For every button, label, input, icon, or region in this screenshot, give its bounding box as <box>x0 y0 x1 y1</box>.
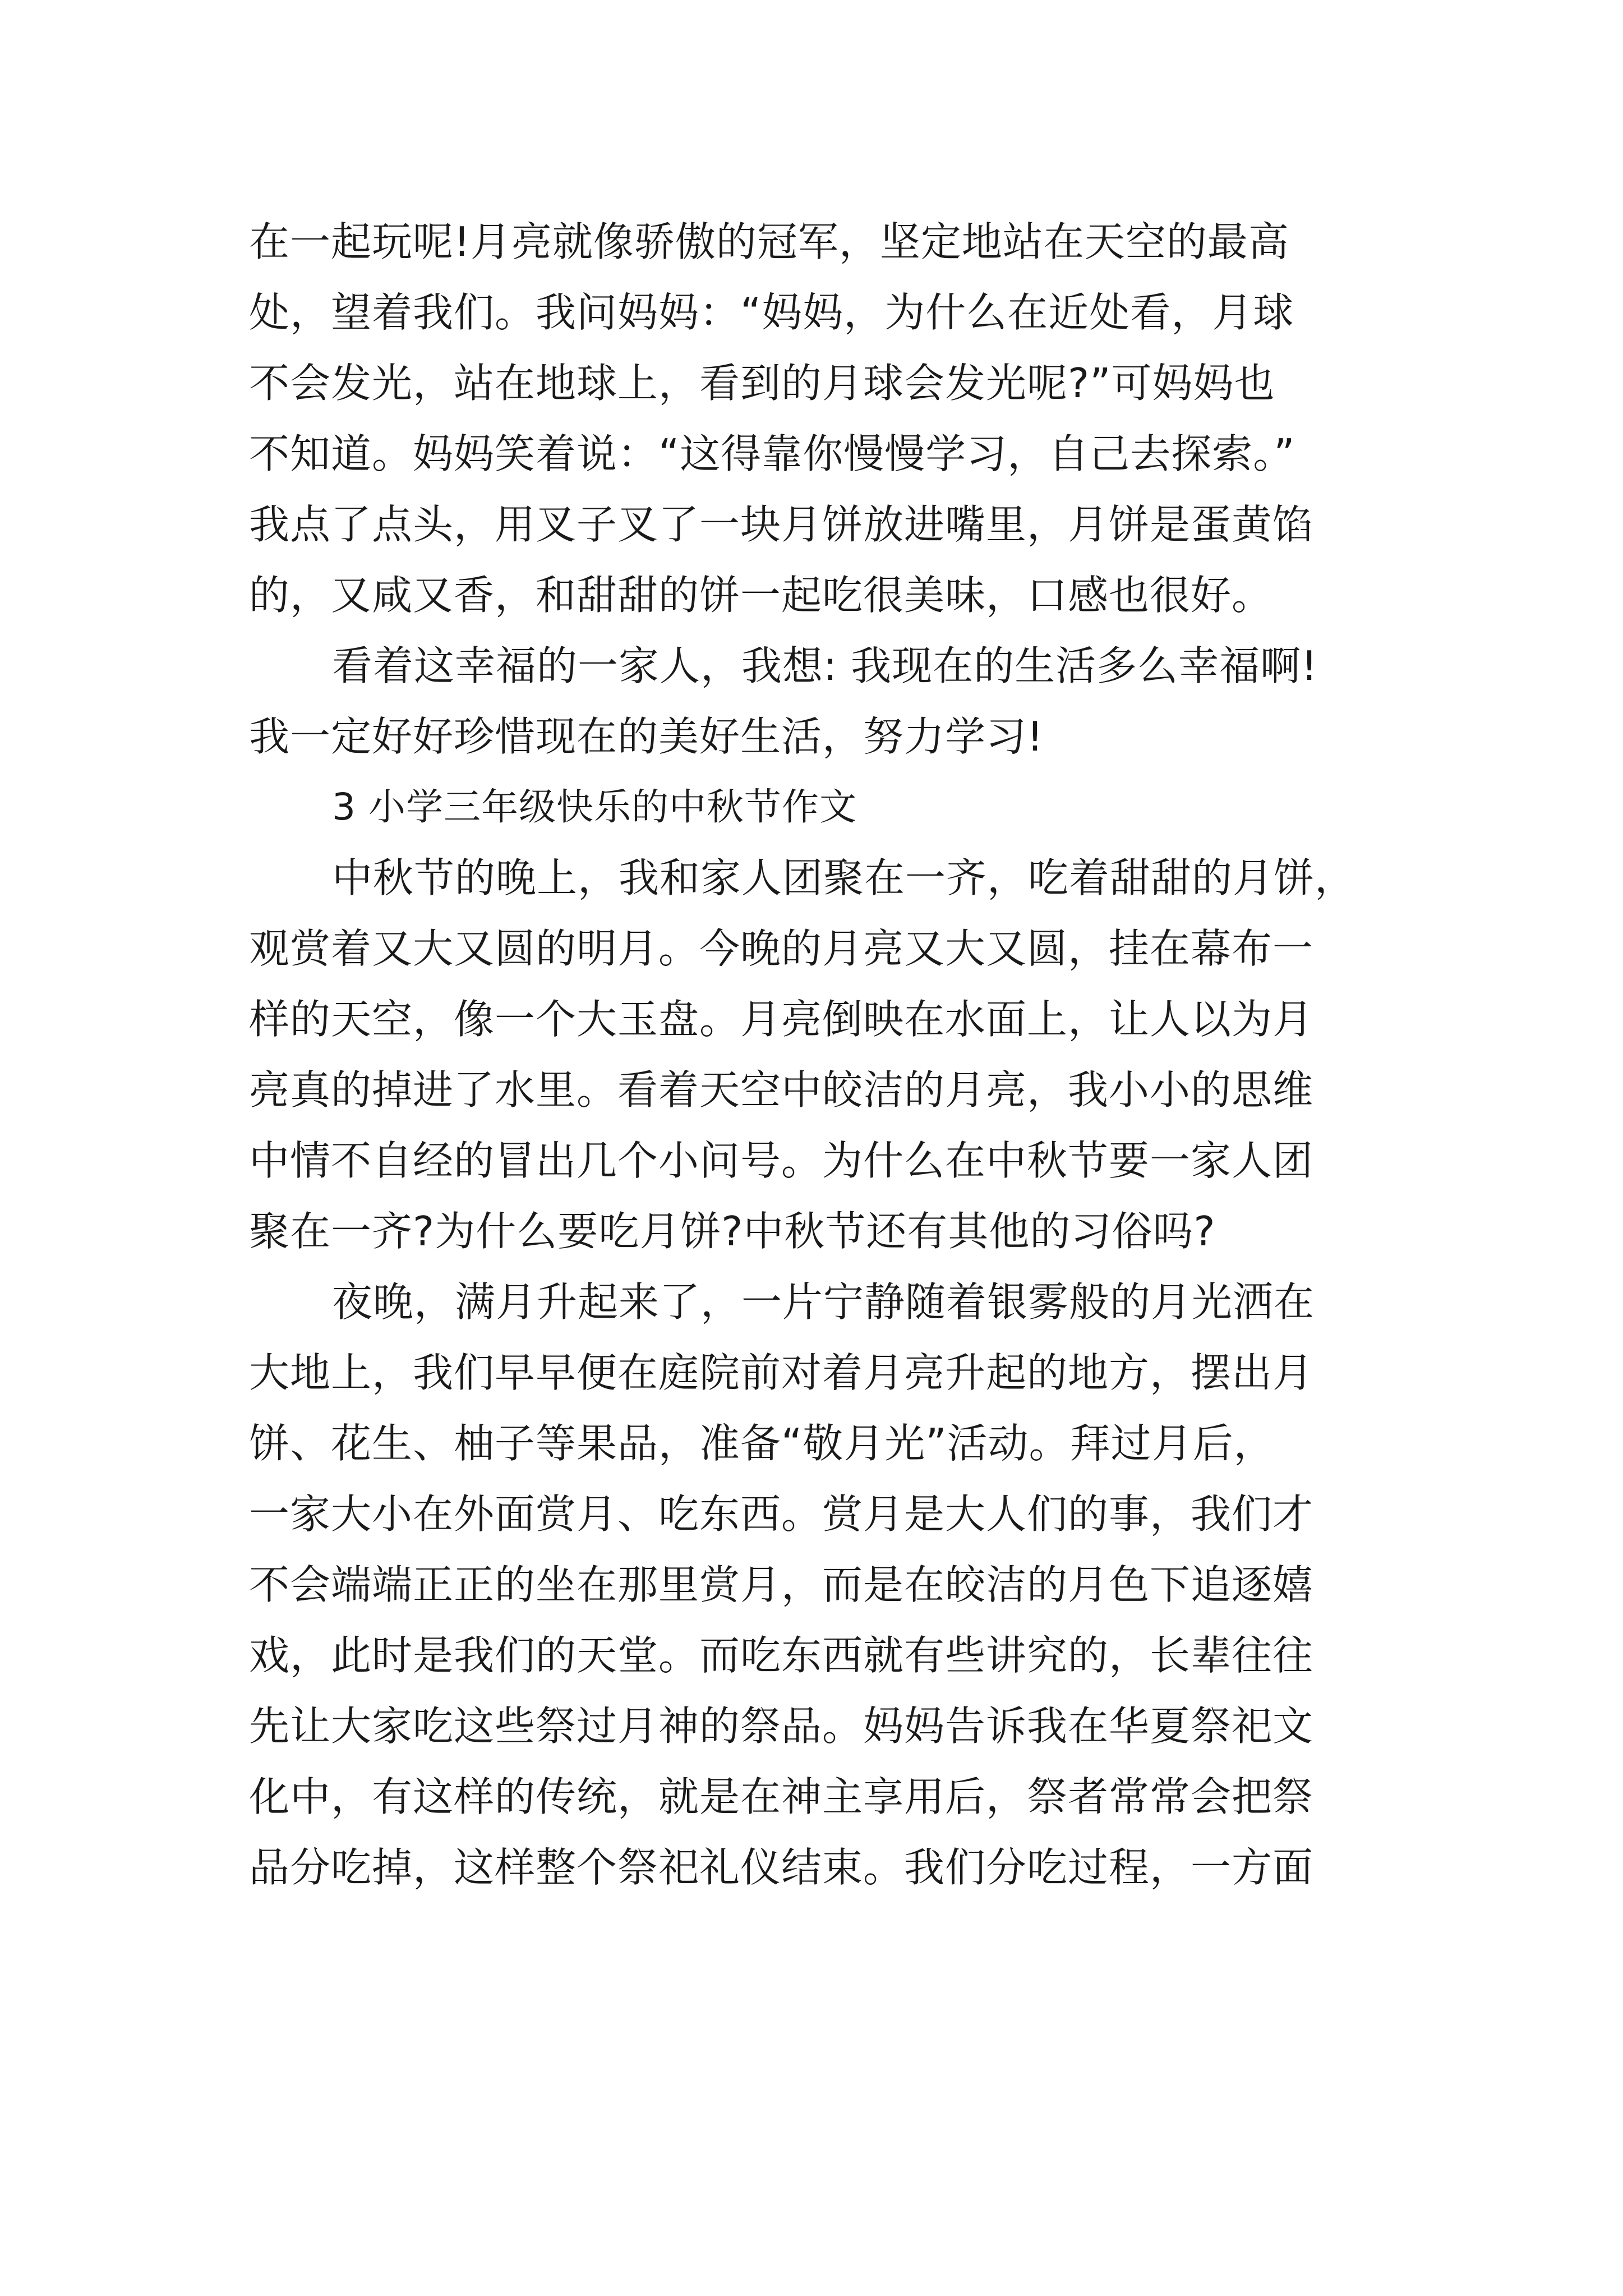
text-line: 不会发光，站在地球上，看到的月球会发光呢?”可妈妈也 <box>249 360 1275 407</box>
text-line: 聚在一齐?为什么要吃月饼?中秋节还有其他的习俗吗? <box>249 1208 1216 1255</box>
text-line: 大地上，我们早早便在庭院前对着月亮升起的地方，摆出月 <box>249 1349 1314 1396</box>
text-line: 中情不自经的冒出几个小问号。为什么在中秋节要一家人团 <box>249 1137 1314 1184</box>
paragraph-start-line: 中秋节的晚上，我和家人团聚在一齐，吃着甜甜的月饼， <box>332 854 1356 901</box>
text-line: 一家大小在外面赏月、吃东西。赏月是大人们的事，我们才 <box>249 1490 1314 1538</box>
text-line: 处，望着我们。我问妈妈：“妈妈，为什么在近处看，月球 <box>249 289 1294 336</box>
text-line: 我点了点头，用叉子叉了一块月饼放进嘴里，月饼是蛋黄馅 <box>249 501 1314 548</box>
text-line: 不会端端正正的坐在那里赏月，而是在皎洁的月色下追逐嬉 <box>249 1561 1314 1608</box>
section-heading: 3 小学三年级快乐的中秋节作文 <box>332 785 857 829</box>
text-line: 我一定好好珍惜现在的美好生活，努力学习! <box>249 713 1044 760</box>
text-line: 样的天空，像一个大玉盘。月亮倒映在水面上，让人以为月 <box>249 996 1314 1043</box>
text-line: 戏，此时是我们的天堂。而吃东西就有些讲究的，长辈往往 <box>249 1632 1314 1679</box>
text-line: 不知道。妈妈笑着说：“这得靠你慢慢学习，自己去探索。” <box>249 430 1295 477</box>
essay-text <box>249 206 1387 1903</box>
text-line: 的，又咸又香，和甜甜的饼一起吃很美味，口感也很好。 <box>249 572 1273 619</box>
text-line: 观赏着又大又圆的明月。今晚的月亮又大又圆，挂在幕布一 <box>249 925 1314 972</box>
text-line: 先让大家吃这些祭过月神的祭品。妈妈告诉我在华夏祭祀文 <box>249 1703 1314 1750</box>
text-line: 饼、花生、柚子等果品，准备“敬月光”活动。拜过月后， <box>249 1420 1275 1467</box>
text-line: 亮真的掉进了水里。看着天空中皎洁的月亮，我小小的思维 <box>249 1066 1314 1114</box>
paragraph-start-line: 夜晚，满月升起来了，一片宁静随着银雾般的月光洒在 <box>332 1278 1315 1326</box>
text-line: 化中，有这样的传统，就是在神主享用后，祭者常常会把祭 <box>249 1773 1314 1820</box>
text-line: 在一起玩呢!月亮就像骄傲的冠军，坚定地站在天空的最高 <box>249 218 1289 265</box>
text-line: 品分吃掉，这样整个祭祀礼仪结束。我们分吃过程，一方面 <box>249 1844 1314 1891</box>
paragraph-start-line: 看着这幸福的一家人，我想: 我现在的生活多么幸福啊! <box>332 642 1318 689</box>
